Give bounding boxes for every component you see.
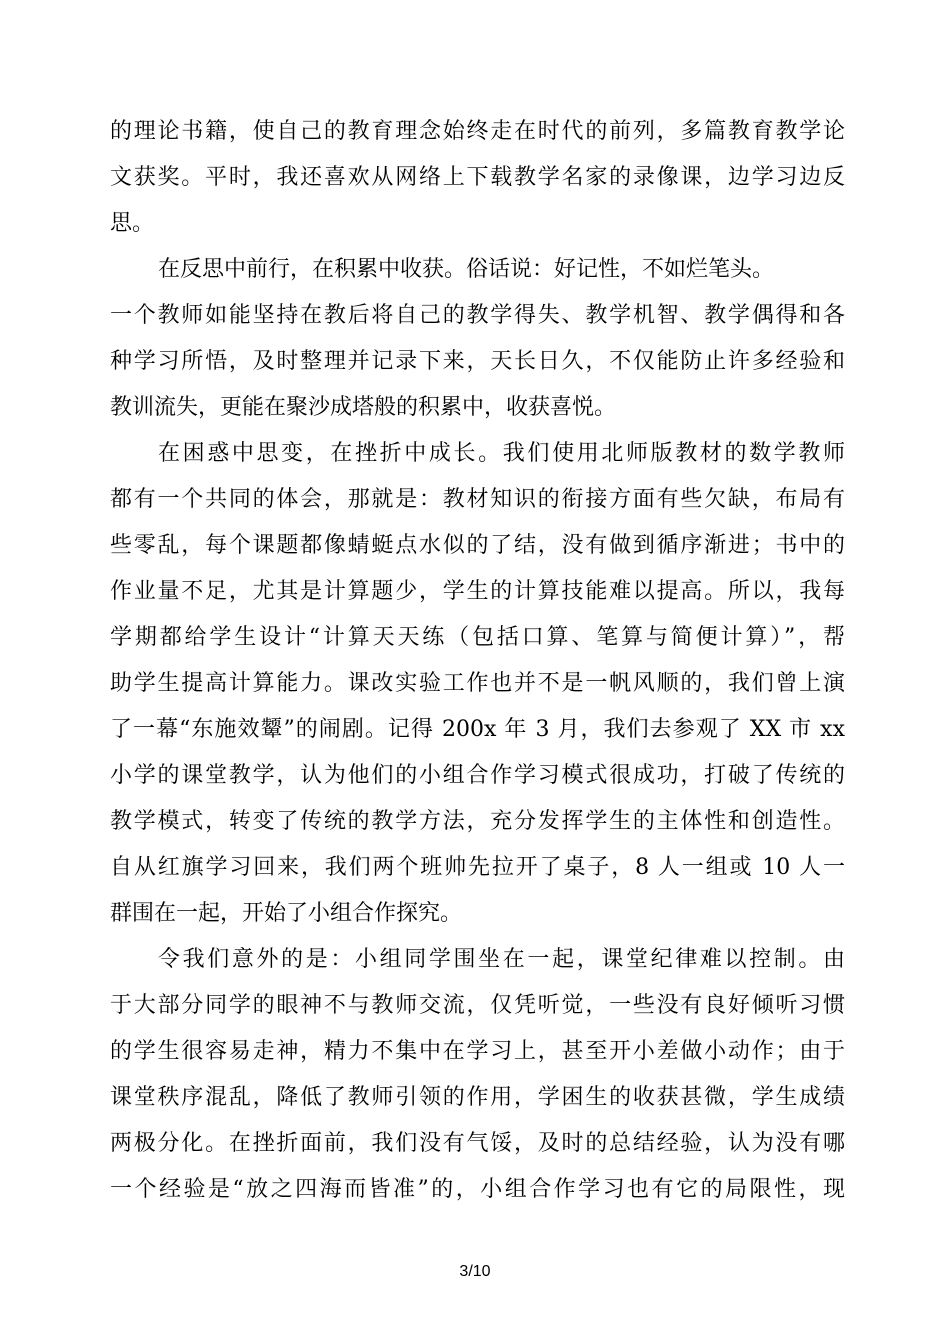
page-number: 3/10 bbox=[459, 1263, 491, 1280]
text-line: 的理论书籍，使自己的教育理念始终走在时代的前列，多篇教育教学论 bbox=[110, 119, 845, 144]
text-line: 学期都给学生设计“计算天天练（包括口算、笔算与简便计算）”，帮 bbox=[110, 625, 845, 650]
text-line: 一个经验是“放之四海而皆准”的，小组合作学习也有它的局限性，现 bbox=[110, 1177, 845, 1202]
text-line: 令我们意外的是：小组同学围坐在一起，课堂纪律难以控制。由 bbox=[158, 947, 845, 972]
text-line: 一个教师如能坚持在教后将自己的教学得失、教学机智、教学偶得和各 bbox=[110, 303, 845, 328]
text-line: 的学生很容易走神，精力不集中在学习上，甚至开小差做小动作；由于 bbox=[110, 1039, 845, 1064]
text-line: 文获奖。平时，我还喜欢从网络上下载教学名家的录像课，边学习边反 bbox=[110, 165, 845, 190]
text-line: 小学的课堂教学，认为他们的小组合作学习模式很成功，打破了传统的 bbox=[110, 763, 845, 788]
text-line: 在反思中前行，在积累中收获。俗话说：好记性，不如烂笔头。 bbox=[158, 257, 775, 282]
text-line: 两极分化。在挫折面前，我们没有气馁，及时的总结经验，认为没有哪 bbox=[110, 1131, 845, 1156]
text-line: 种学习所悟，及时整理并记录下来，天长日久，不仅能防止许多经验和 bbox=[110, 349, 845, 374]
text-line: 思。 bbox=[110, 211, 155, 236]
text-line: 自从红旗学习回来，我们两个班帅先拉开了桌子，8 人一组或 10 人一 bbox=[110, 855, 845, 880]
text-line: 些零乱，每个课题都像蜻蜓点水似的了结，没有做到循序渐进；书中的 bbox=[110, 533, 845, 558]
text-line: 在困惑中思变，在挫折中成长。我们使用北师版教材的数学教师 bbox=[158, 441, 845, 466]
text-line: 助学生提高计算能力。课改实验工作也并不是一帆风顺的，我们曾上演 bbox=[110, 671, 845, 696]
body-text bbox=[110, 109, 845, 1213]
text-line: 课堂秩序混乱，降低了教师引领的作用，学困生的收获甚微，学生成绩 bbox=[110, 1085, 845, 1110]
text-line: 群围在一起，开始了小组合作探究。 bbox=[110, 901, 463, 926]
text-line: 于大部分同学的眼神不与教师交流，仅凭听觉，一些没有良好倾听习惯 bbox=[110, 993, 845, 1018]
text-line: 教训流失，更能在聚沙成塔般的积累中，收获喜悦。 bbox=[110, 395, 617, 420]
text-line: 教学模式，转变了传统的教学方法，充分发挥学生的主体性和创造性。 bbox=[110, 809, 845, 834]
text-line: 了一幕“东施效颦”的闹剧。记得 200x 年 3 月，我们去参观了 XX 市 xx bbox=[110, 717, 845, 742]
text-line: 都有一个共同的体会，那就是：教材知识的衔接方面有些欠缺，布局有 bbox=[110, 487, 845, 512]
text-line: 作业量不足，尤其是计算题少，学生的计算技能难以提高。所以，我每 bbox=[110, 579, 845, 604]
